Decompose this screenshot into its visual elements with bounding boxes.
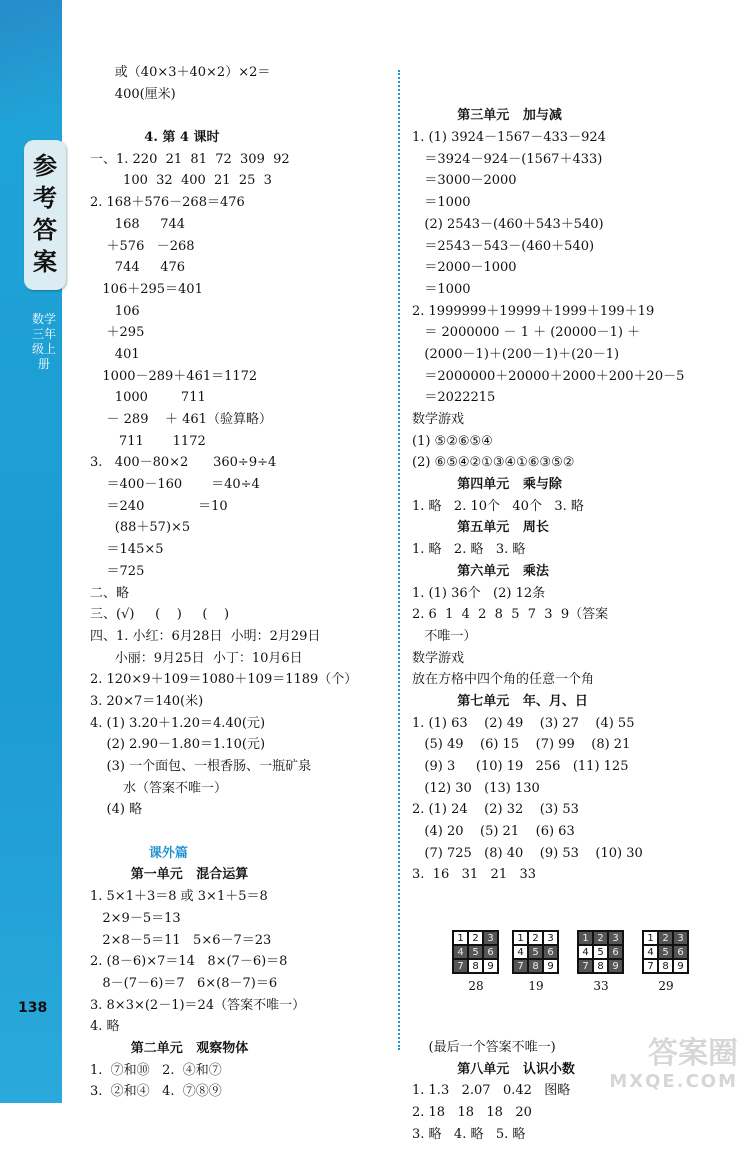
left-line: 2. 168＋576－268＝476: [90, 195, 245, 211]
right_top-line: (5) 49 (6) 15 (7) 99 (8) 21: [412, 737, 631, 753]
left-line: ＋576 －268: [90, 238, 195, 254]
number-grid: [452, 930, 499, 974]
grid-cell: 2: [593, 931, 608, 945]
watermark: [598, 1036, 738, 1092]
left-line: 106＋295＝401: [90, 281, 203, 297]
right_top-line: 第七单元 年、月、日: [412, 693, 588, 709]
left-column: [90, 62, 390, 1103]
right_top-line: 放在方格中四个角的任意一个角: [412, 672, 595, 688]
right-top-lines: [412, 105, 742, 886]
grid-cell: 7: [643, 959, 658, 973]
grid-cell: 3: [673, 931, 688, 945]
left-line: 744 476: [90, 260, 186, 276]
left-line: (4) 略: [90, 802, 143, 818]
right_top-line: 第五单元 周长: [412, 520, 549, 536]
right_top-line: 第三单元 加与减: [412, 108, 562, 124]
left-line: 8－(7－6)＝7 6×(8－7)＝6: [90, 975, 278, 991]
left-line: 3. ②和④ 4. ⑦⑧⑨: [90, 1084, 222, 1100]
right_top-line: ＝2022215: [412, 390, 496, 406]
left-line: 3. 400－80×2 360÷9÷4: [90, 455, 277, 471]
right_top-line: ＝2000－1000: [412, 260, 517, 276]
right_top-line: 2. 1999999＋19999＋1999＋199＋19: [412, 303, 655, 319]
right_bottom-line: 第八单元 认识小数: [412, 1061, 575, 1077]
grid-cell: 5: [468, 945, 483, 959]
right_top-line: (7) 725 (8) 40 (9) 53 (10) 30: [412, 845, 643, 861]
left-line: 1. 5×1＋3＝8 或 3×1＋5＝8: [90, 889, 268, 905]
subject-label: 数学 三年级上册: [32, 312, 57, 371]
number-grid: [577, 930, 624, 974]
left-line: 1000－289＋461＝1172: [90, 368, 258, 384]
right_top-line: 数学游戏: [412, 650, 465, 666]
page-number: 138: [18, 1000, 48, 1016]
left-line: 3. 20×7＝140(米): [90, 693, 204, 709]
grid-cell: 4: [513, 945, 528, 959]
right_bottom-line: 2. 18 18 18 20: [412, 1105, 532, 1121]
right_top-line: 2. 6 1 4 2 8 5 7 3 9（答案: [412, 607, 609, 623]
left-line: － 289 ＋ 461（验算略）: [90, 412, 272, 427]
right_top-line: 3. 16 31 21 33: [412, 867, 537, 883]
left-line: 第二单元 观察物体: [90, 1040, 249, 1056]
left-line: 3. 8×3×(2－1)＝24（答案不唯一）: [90, 997, 306, 1013]
right_top-line: ＝1000: [412, 195, 471, 211]
grid-cell: 9: [673, 959, 688, 973]
answer-tab: [24, 140, 66, 290]
right_top-line: (9) 3 (10) 19 256 (11) 125: [412, 759, 629, 775]
right_top-line: 1. (1) 63 (2) 49 (3) 27 (4) 55: [412, 715, 635, 731]
left-line: ＝400－160 ＝40÷4: [90, 477, 260, 493]
left-line: ＝725: [90, 563, 145, 579]
left-line: (3) 一个面包、一根香肠、一瓶矿泉: [90, 759, 312, 774]
left-line: 二、略: [90, 585, 130, 601]
grid-figures: [412, 930, 742, 994]
grid-cell: 7: [578, 959, 593, 973]
right_top-line: 1. 略 2. 略 3. 略: [412, 542, 526, 558]
left-line: 一、1. 220 21 81 72 309 92: [90, 151, 290, 167]
grid-cell: 6: [483, 945, 498, 959]
grid-label: 29: [658, 978, 674, 993]
right_top-line: (2) 2543－(460＋543＋540): [412, 216, 604, 232]
grid-cell: 8: [658, 959, 673, 973]
left-line: 四、1. 小红：6月28日 小明：2月29日: [90, 628, 321, 644]
left-line: 或（40×3＋40×2）×2＝: [90, 65, 271, 80]
right_top-line: ＝3000－2000: [412, 173, 517, 189]
left-line: 1000 711: [90, 390, 206, 406]
grid-cell: 3: [543, 931, 558, 945]
right-column: [412, 62, 742, 1167]
left-line: ＝145×5: [90, 542, 164, 558]
grid-cell: 2: [468, 931, 483, 945]
left-line: 课外篇: [90, 845, 188, 861]
right_top-line: (1) ⑤②⑥⑤④: [412, 433, 493, 449]
right_top-line: ＝1000: [412, 281, 471, 297]
grid-cell: 3: [608, 931, 623, 945]
grid-cell: 1: [513, 931, 528, 945]
left-line: 2×9－5＝13: [90, 910, 181, 926]
right_top-line: 不唯一）: [412, 628, 477, 644]
right_top-line: (12) 30 (13) 130: [412, 780, 540, 796]
left-line: 2×8－5＝11 5×6－7＝23: [90, 932, 272, 948]
left-line: 2. 120×9＋109＝1080＋109＝1189（个）: [90, 672, 358, 688]
grid-cell: 6: [543, 945, 558, 959]
grid-cell: 6: [673, 945, 688, 959]
grid-cell: 8: [593, 959, 608, 973]
left-line: 106: [90, 303, 140, 319]
grid-cell: 5: [528, 945, 543, 959]
right_top-line: ＝3924－924－(1567＋433): [412, 151, 603, 167]
left-line: ＝240 ＝10: [90, 498, 228, 514]
grid-cell: 4: [578, 945, 593, 959]
right_top-line: 第六单元 乘法: [412, 563, 549, 579]
right_bottom-line: 1. 1.3 2.07 0.42 图略: [412, 1083, 571, 1099]
right_top-line: 第四单元 乘与除: [412, 477, 562, 493]
left-line: 168 744: [90, 216, 186, 232]
right_top-line: ＝ 2000000 － 1 ＋ (20000－1) ＋: [412, 325, 641, 341]
number-grid: [512, 930, 559, 974]
left-line: 400(厘米): [90, 86, 176, 102]
grid-cell: 9: [608, 959, 623, 973]
right_bottom-line: (最后一个答案不唯一): [412, 1039, 556, 1055]
grid-cell: 3: [483, 931, 498, 945]
right_top-line: 1. (1) 3924－1567－433－924: [412, 130, 606, 146]
left-line: 4. (1) 3.20＋1.20＝4.40(元): [90, 715, 266, 731]
left-line: ＋295: [90, 325, 145, 341]
column-divider: [398, 70, 400, 1050]
grid-cell: 7: [513, 959, 528, 973]
watermark-logo: 答案圈: [648, 1036, 738, 1071]
right_top-line: ＝2543－543－(460＋540): [412, 238, 595, 254]
grid-cell: 1: [453, 931, 468, 945]
grid-label: 28: [468, 978, 484, 993]
left-line: 2. (8－6)×7＝14 8×(7－6)＝8: [90, 954, 288, 970]
right_top-line: ＝2000000＋20000＋2000＋200＋20－5: [412, 368, 685, 384]
left-line: [90, 105, 390, 127]
grid-label: 19: [528, 978, 544, 993]
grid-cell: 4: [643, 945, 658, 959]
right_top-line: (2) ⑥⑤④②①③④①⑥③⑤②: [412, 455, 575, 471]
left-line: 401: [90, 346, 140, 362]
left-line: 第一单元 混合运算: [90, 867, 249, 883]
right_top-line: 1. (1) 36个 (2) 12条: [412, 585, 546, 601]
grid-cell: 4: [453, 945, 468, 959]
left-line: 4. 第 4 课时: [90, 130, 220, 146]
grid-cell: 2: [528, 931, 543, 945]
left-line: 水（答案不唯一）: [90, 780, 228, 796]
number-grid: [642, 930, 689, 974]
left-line: 1. ⑦和⑩ 2. ④和⑦: [90, 1062, 222, 1078]
left-line: (88＋57)×5: [90, 520, 191, 536]
grid-label: 33: [593, 978, 609, 993]
left-line: 小丽：9月25日 小丁：10月6日: [90, 650, 303, 666]
grid-cell: 7: [453, 959, 468, 973]
right_top-line: (2000－1)＋(200－1)＋(20－1): [412, 346, 620, 362]
grid-cell: 5: [658, 945, 673, 959]
grid-cell: 2: [658, 931, 673, 945]
right_top-line: 2. (1) 24 (2) 32 (3) 53: [412, 802, 579, 818]
grid-cell: 9: [483, 959, 498, 973]
left-line: 100 32 400 21 25 3: [90, 173, 272, 189]
grid-cell: 5: [593, 945, 608, 959]
left-line: 三、(√) ( ) ( ): [90, 607, 230, 623]
grid-cell: 8: [528, 959, 543, 973]
left-line: [90, 821, 390, 843]
grid-cell: 8: [468, 959, 483, 973]
sidebar-title: 参考答案: [33, 151, 57, 276]
left-line: (2) 2.90－1.80＝1.10(元): [90, 737, 266, 753]
left-line: 711 1172: [90, 433, 206, 449]
grid-cell: 1: [578, 931, 593, 945]
right_top-line: 1. 略 2. 10个 40个 3. 略: [412, 498, 584, 514]
right_top-line: (4) 20 (5) 21 (6) 63: [412, 824, 575, 840]
watermark-url: MXQE.COM: [609, 1071, 738, 1092]
left-line: 4. 略: [90, 1019, 120, 1035]
grid-cell: 6: [608, 945, 623, 959]
grid-cell: 1: [643, 931, 658, 945]
right_bottom-line: 3. 略 4. 略 5. 略: [412, 1126, 526, 1142]
grid-cell: 9: [543, 959, 558, 973]
right_top-line: 数学游戏: [412, 412, 465, 428]
